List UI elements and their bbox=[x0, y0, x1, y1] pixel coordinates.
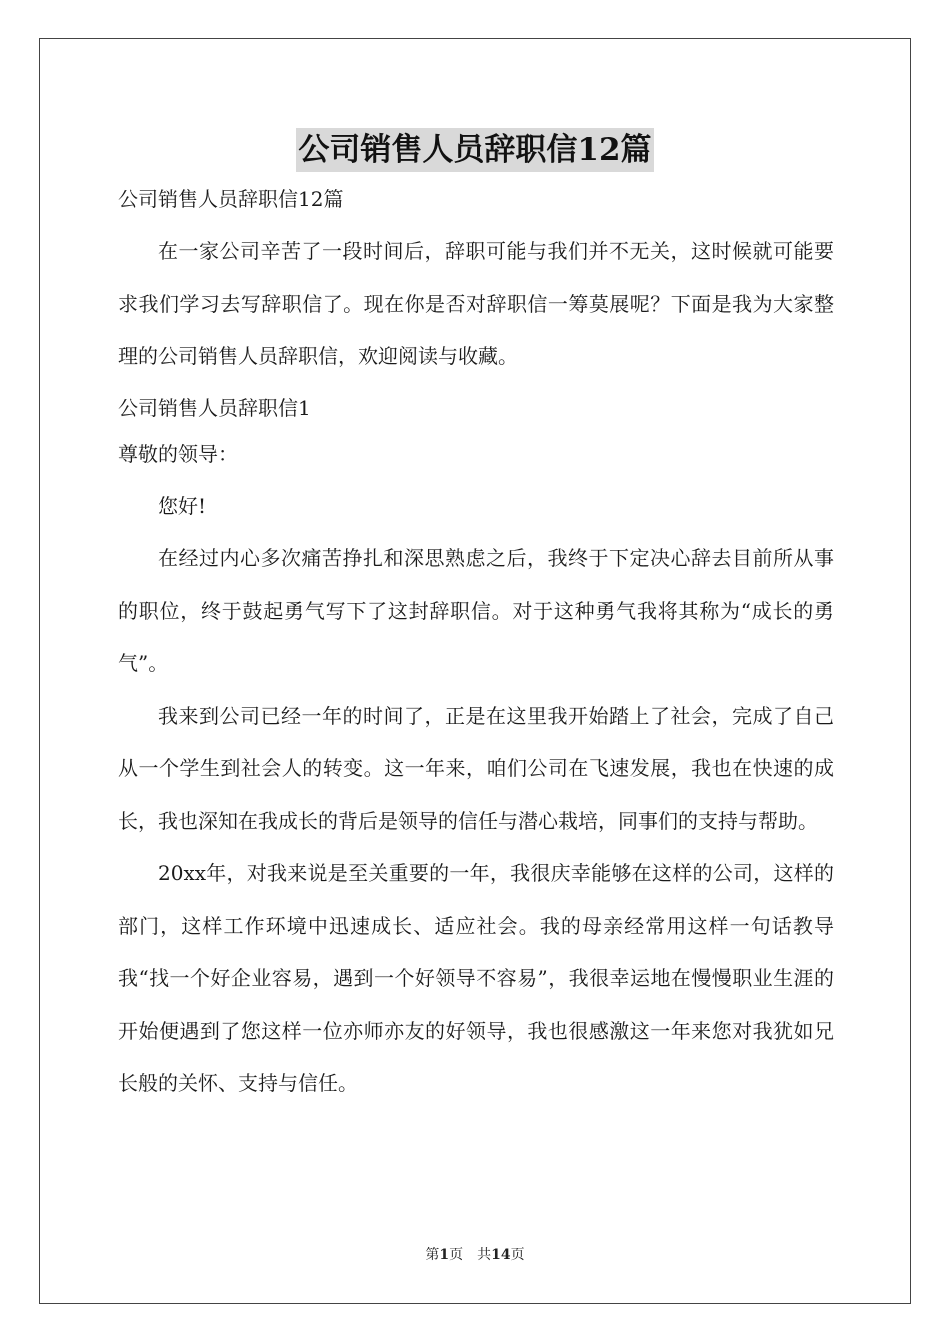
document-subtitle: 公司销售人员辞职信12篇 bbox=[118, 187, 344, 211]
page-number: 1 bbox=[439, 1247, 450, 1263]
total-suffix: 页 bbox=[510, 1247, 525, 1263]
document-body bbox=[118, 177, 834, 1110]
letter-paragraph-1: 在经过内心多次痛苦挣扎和深思熟虑之后，我终于下定决心辞去目前所从事的职位，终于鼓起勇气写下了这封辞职信。对于这种勇气我将其称为“成长的勇气”。 bbox=[118, 546, 834, 675]
intro-paragraph: 在一家公司辛苦了一段时间后，辞职可能与我们并不无关，这时候就可能要求我们学习去写辞职信了。现在你是否对辞职信一筹莫展呢？下面是我为大家整理的公司销售人员辞职信，欢迎阅读与收藏。 bbox=[118, 239, 834, 368]
letter-salutation: 尊敬的领导： bbox=[118, 441, 238, 466]
document-title-text: 公司销售人员辞职信12篇 bbox=[296, 128, 653, 172]
section-heading: 公司销售人员辞职信1 bbox=[118, 395, 311, 420]
letter-paragraph-3: 20xx年，对我来说是至关重要的一年，我很庆幸能够在这样的公司，这样的部门，这样工作环境中迅速成长、适应社会。我的母亲经常用这样一句话教导我“找一个好企业容易，遇到一个好领导不容易”，我很幸运地在慢慢职业生涯的开始便遇到了您这样一位亦师亦友的好领导，我也很感激这一年来您对我犹如兄长般的关怀、支持与信任。 bbox=[118, 861, 834, 1095]
total-pages: 14 bbox=[491, 1247, 511, 1263]
page-footer bbox=[0, 1244, 950, 1264]
letter-paragraph-2: 我来到公司已经一年的时间了，正是在这里我开始踏上了社会，完成了自己从一个学生到社会人的转变。这一年来，咱们公司在飞速发展，我也在快速的成长，我也深知在我成长的背后是领导的信任与潜心栽培，同事们的支持与帮助。 bbox=[118, 703, 834, 833]
page-prefix: 第 bbox=[425, 1247, 440, 1263]
letter-greeting: 您好! bbox=[158, 493, 207, 518]
total-prefix: 共 bbox=[477, 1247, 492, 1263]
page-suffix: 页 bbox=[449, 1247, 464, 1263]
document-title bbox=[0, 127, 950, 172]
